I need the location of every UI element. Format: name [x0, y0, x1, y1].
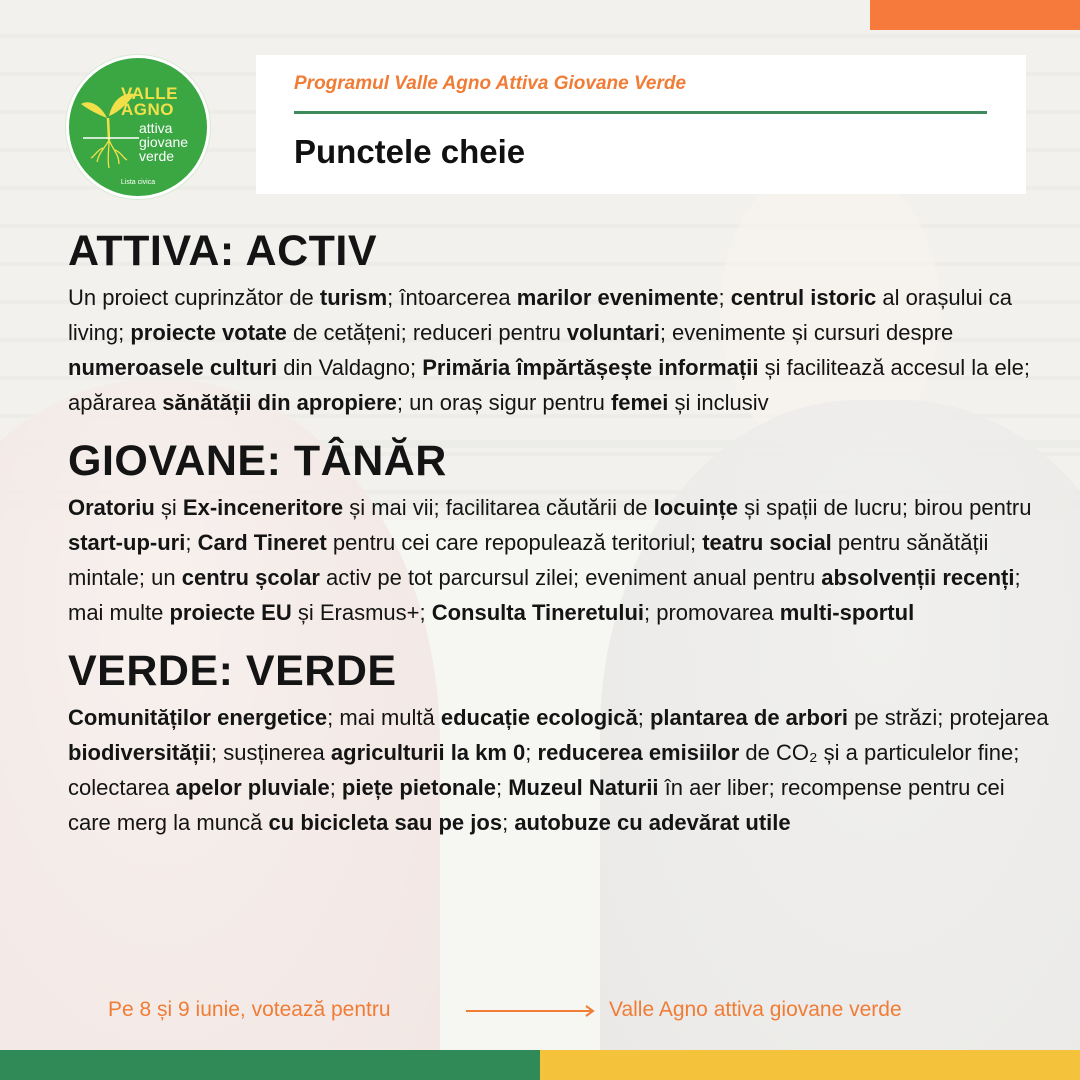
highlight-text: plantarea de arbori — [649, 705, 849, 730]
logo-text-lista-civica: Lista civica — [120, 179, 156, 186]
highlight-text: cu bicicleta sau pe jos — [268, 810, 503, 835]
highlight-text: absolvenții recenți — [821, 565, 1015, 590]
section-body-giovane — [68, 490, 1053, 630]
section-title-verde: VERDE: VERDE — [68, 647, 397, 695]
highlight-text: piețe pietonale — [341, 775, 496, 800]
highlight-text: multi-sportul — [779, 600, 915, 625]
body-text: și — [154, 495, 183, 520]
body-text: pe străzi; protejarea — [848, 705, 1049, 730]
header-box — [256, 55, 1026, 194]
highlight-text: reducerea emisiilor — [537, 740, 740, 765]
body-text: în aer liber; recompense pentru cei care merg la muncă — [68, 775, 1005, 835]
header-divider — [294, 111, 987, 114]
body-text: activ pe tot parcursul zilei; eveniment anual pentru — [319, 565, 822, 590]
body-text: și mai vii; facilitarea căutării de — [343, 495, 654, 520]
highlight-text: agriculturii la km 0 — [330, 740, 526, 765]
bottom-bar-green — [0, 1050, 540, 1080]
highlight-text: Comunităților energetice — [68, 705, 328, 730]
body-text: ; — [718, 285, 731, 310]
top-accent-bar — [870, 0, 1080, 30]
highlight-text: start-up-uri — [68, 530, 186, 555]
logo — [66, 55, 210, 199]
body-text: ; — [495, 775, 509, 800]
highlight-text: centru școlar — [181, 565, 320, 590]
header-subtitle: Programul Valle Agno Attiva Giovane Verde — [294, 73, 687, 94]
highlight-text: Card Tineret — [197, 530, 327, 555]
section-body-verde — [68, 700, 1053, 840]
highlight-text: proiecte EU — [169, 600, 292, 625]
body-text: ; — [502, 810, 515, 835]
highlight-text: Muzeul Naturii — [508, 775, 659, 800]
highlight-text: biodiversității — [68, 740, 212, 765]
body-text: pentru sănătății mintale; un — [68, 530, 989, 590]
logo-text-verde: verde — [139, 148, 175, 164]
highlight-text: proiecte votate — [130, 320, 287, 345]
section-title-attiva: ATTIVA: ACTIV — [68, 227, 378, 275]
arrow-right-icon — [466, 1003, 598, 1019]
body-text: ; un oraș sigur pentru — [396, 390, 611, 415]
body-text: al orașului ca living; — [68, 285, 1013, 345]
body-text: ; mai multe — [68, 565, 1021, 625]
highlight-text: apelor pluviale — [175, 775, 330, 800]
logo-text-valle: VALLE — [121, 84, 178, 103]
body-text: ; mai multă — [327, 705, 441, 730]
body-text: de cetățeni; reduceri pentru — [286, 320, 567, 345]
highlight-text: Consulta Tineretului — [431, 600, 645, 625]
body-text: din Valdagno; — [277, 355, 423, 380]
body-text: ; — [525, 740, 538, 765]
highlight-text: locuințe — [653, 495, 738, 520]
bottom-bar-yellow — [540, 1050, 1080, 1080]
body-text: și inclusiv — [668, 390, 769, 415]
body-text: ; promovarea — [644, 600, 780, 625]
highlight-text: turism — [319, 285, 388, 310]
body-text: ; evenimente și cursuri despre — [659, 320, 954, 345]
section-title-giovane: GIOVANE: TÂNĂR — [68, 437, 447, 485]
highlight-text: centrul istoric — [730, 285, 877, 310]
body-text: și Erasmus+; — [291, 600, 432, 625]
highlight-text: numeroasele culturi — [68, 355, 278, 380]
content — [68, 222, 1053, 840]
highlight-text: Primăria împărtășește informații — [422, 355, 759, 380]
footer-vote-text: Pe 8 și 9 iunie, votează pentru — [108, 998, 391, 1021]
body-text: ; susținerea — [211, 740, 331, 765]
body-text: pentru cei care repopulează teritoriul; — [326, 530, 703, 555]
body-text: și spații de lucru; birou pentru — [738, 495, 1032, 520]
highlight-text: femei — [610, 390, 669, 415]
logo-text-giovane: giovane — [139, 134, 189, 150]
logo-text-attiva: attiva — [139, 120, 173, 136]
body-text: ; întoarcerea — [387, 285, 517, 310]
sprout-icon — [69, 58, 207, 196]
page-title: Punctele cheie — [294, 133, 526, 170]
footer-list-name: Valle Agno attiva giovane verde — [609, 998, 902, 1021]
highlight-text: Oratoriu — [68, 495, 155, 520]
logo-text-agno: AGNO — [121, 100, 174, 119]
body-text: de CO₂ și a particulelor fine; colectarea — [68, 740, 1020, 800]
highlight-text: autobuze cu adevărat utile — [514, 810, 791, 835]
section-body-attiva — [68, 280, 1053, 420]
body-text: ; — [185, 530, 198, 555]
highlight-text: sănătății din apropiere — [162, 390, 397, 415]
body-text: și facilitează accesul la ele; apărarea — [68, 355, 1030, 415]
highlight-text: voluntari — [566, 320, 660, 345]
body-text: Un proiect cuprinzător de — [68, 285, 320, 310]
body-text: ; — [637, 705, 650, 730]
highlight-text: marilor evenimente — [516, 285, 719, 310]
highlight-text: Ex-inceneritore — [182, 495, 344, 520]
highlight-text: teatru social — [702, 530, 832, 555]
footer — [108, 998, 978, 1028]
highlight-text: educație ecologică — [440, 705, 638, 730]
body-text: ; — [329, 775, 342, 800]
